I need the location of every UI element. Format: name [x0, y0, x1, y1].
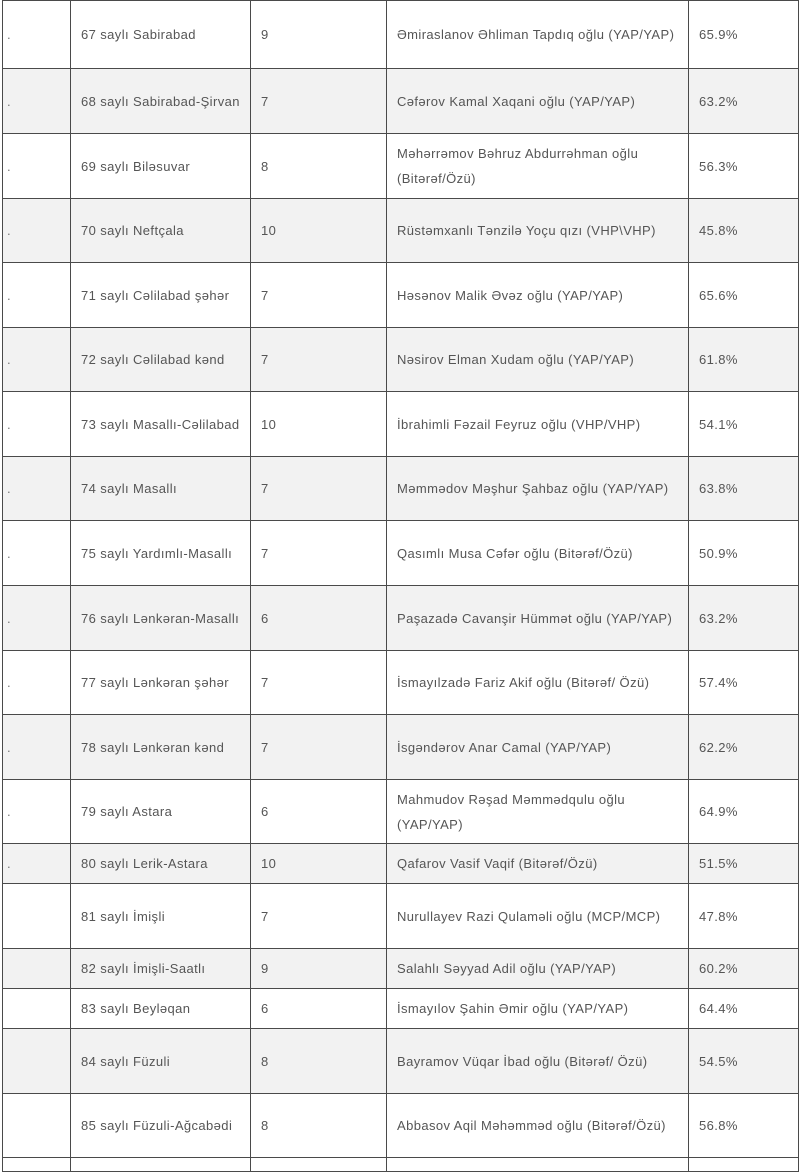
district-cell: 83 saylı Beyləqan: [71, 989, 251, 1029]
vote-percent-cell: 64.9%: [689, 780, 799, 844]
results-table-body: [3, 1, 799, 1172]
table-row: [3, 69, 799, 134]
candidate-count-cell: 9: [251, 949, 387, 989]
candidate-count-cell: 7: [251, 521, 387, 586]
winner-cell: Mahmudov Rəşad Məmmədqulu oğlu (YAP/YAP): [387, 780, 689, 844]
candidate-count-cell: 10: [251, 844, 387, 884]
row-number-cell: .: [3, 586, 71, 651]
vote-percent-cell: 47.8%: [689, 884, 799, 949]
candidate-count-cell: 7: [251, 651, 387, 715]
row-number-cell: .: [3, 199, 71, 263]
district-cell: 70 saylı Neftçala: [71, 199, 251, 263]
table-row: [3, 844, 799, 884]
winner-cell: Bayramov Vüqar İbad oğlu (Bitərəf/ Özü): [387, 1029, 689, 1094]
table-row: [3, 884, 799, 949]
row-number-cell: .: [3, 651, 71, 715]
table-row: [3, 715, 799, 780]
district-cell: 81 saylı İmişli: [71, 884, 251, 949]
table-row: [3, 263, 799, 328]
vote-percent-cell: 56.3%: [689, 134, 799, 199]
district-cell: 69 saylı Biləsuvar: [71, 134, 251, 199]
district-cell: 74 saylı Masallı: [71, 457, 251, 521]
winner-cell: Cəfərov Kamal Xaqani oğlu (YAP/YAP): [387, 69, 689, 134]
vote-percent-cell: 63.8%: [689, 457, 799, 521]
winner-cell: İbrahimli Fəzail Feyruz oğlu (VHP/VHP): [387, 392, 689, 457]
winner-cell: Məmmədov Məşhur Şahbaz oğlu (YAP/YAP): [387, 457, 689, 521]
row-number-cell: .: [3, 715, 71, 780]
winner-cell: Həsənov Malik Əvəz oğlu (YAP/YAP): [387, 263, 689, 328]
winner-cell: Qafarov Vasif Vaqif (Bitərəf/Özü): [387, 844, 689, 884]
candidate-count-cell: 6: [251, 989, 387, 1029]
district-cell: 75 saylı Yardımlı-Masallı: [71, 521, 251, 586]
table-row: [3, 1094, 799, 1158]
row-number-cell: .: [3, 521, 71, 586]
winner-cell: Nəsirov Elman Xudam oğlu (YAP/YAP): [387, 328, 689, 392]
candidate-count-cell: 7: [251, 69, 387, 134]
vote-percent-cell: 65.6%: [689, 263, 799, 328]
row-number-cell: [3, 1029, 71, 1094]
winner-cell: Məhərrəmov Bəhruz Abdurrəhman oğlu (Bitərəf/Özü): [387, 134, 689, 199]
vote-percent-cell: 63.2%: [689, 586, 799, 651]
table-row: [3, 521, 799, 586]
vote-percent-cell: 54.5%: [689, 1029, 799, 1094]
table-row: [3, 1029, 799, 1094]
table-row: [3, 949, 799, 989]
district-cell: 68 saylı Sabirabad-Şirvan: [71, 69, 251, 134]
district-cell: 78 saylı Lənkəran kənd: [71, 715, 251, 780]
candidate-count-cell: 6: [251, 780, 387, 844]
row-number-cell: .: [3, 844, 71, 884]
candidate-count-cell: 8: [251, 134, 387, 199]
row-number-cell: [3, 949, 71, 989]
table-row: [3, 989, 799, 1029]
vote-percent-cell: 57.4%: [689, 651, 799, 715]
candidate-count-cell: 6: [251, 586, 387, 651]
winner-cell: Paşazadə Cavanşir Hümmət oğlu (YAP/YAP): [387, 586, 689, 651]
candidate-count-cell: 9: [251, 1, 387, 69]
table-row: [3, 780, 799, 844]
district-cell: 71 saylı Cəlilabad şəhər: [71, 263, 251, 328]
row-number-cell: [3, 884, 71, 949]
candidate-count-cell: 7: [251, 263, 387, 328]
row-number-cell: .: [3, 457, 71, 521]
table-row: [3, 651, 799, 715]
vote-percent-cell: 45.8%: [689, 199, 799, 263]
row-number-cell: .: [3, 392, 71, 457]
district-cell: 80 saylı Lerik-Astara: [71, 844, 251, 884]
candidate-count-cell: 7: [251, 328, 387, 392]
election-results-table: [2, 0, 799, 1172]
vote-percent-cell: 56.8%: [689, 1094, 799, 1158]
winner-cell: Rüstəmxanlı Tənzilə Yoçu qızı (VHP\VHP): [387, 199, 689, 263]
table-row: [3, 1, 799, 69]
vote-percent-cell: 62.2%: [689, 715, 799, 780]
candidate-count-cell: 7: [251, 884, 387, 949]
row-number-cell: .: [3, 1, 71, 69]
district-cell: 85 saylı Füzuli-Ağcabədi: [71, 1094, 251, 1158]
vote-percent-cell: 63.2%: [689, 69, 799, 134]
winner-cell: Salahlı Səyyad Adil oğlu (YAP/YAP): [387, 949, 689, 989]
table-row: [3, 199, 799, 263]
vote-percent-cell: 51.5%: [689, 844, 799, 884]
district-cell: 84 saylı Füzuli: [71, 1029, 251, 1094]
district-cell: 82 saylı İmişli-Saatlı: [71, 949, 251, 989]
winner-cell: Abbasov Aqil Məhəmməd oğlu (Bitərəf/Özü): [387, 1094, 689, 1158]
row-number-cell: .: [3, 328, 71, 392]
vote-percent-cell: 64.4%: [689, 989, 799, 1029]
vote-percent-cell: 65.9%: [689, 1, 799, 69]
table-row: [3, 392, 799, 457]
winner-cell: İsmayılov Şahin Əmir oğlu (YAP/YAP): [387, 989, 689, 1029]
winner-cell: Qasımlı Musa Cəfər oğlu (Bitərəf/Özü): [387, 521, 689, 586]
vote-percent-cell: 50.9%: [689, 521, 799, 586]
candidate-count-cell: 8: [251, 1094, 387, 1158]
row-number-cell: .: [3, 134, 71, 199]
vote-percent-cell: 61.8%: [689, 328, 799, 392]
candidate-count-cell: 10: [251, 392, 387, 457]
row-number-cell: .: [3, 69, 71, 134]
table-row: [3, 586, 799, 651]
row-number-cell: [3, 989, 71, 1029]
candidate-count-cell: 10: [251, 199, 387, 263]
row-number-cell: .: [3, 263, 71, 328]
winner-cell: Nurullayev Razi Qulaməli oğlu (MCP/MCP): [387, 884, 689, 949]
winner-cell: Əmiraslanov Əhliman Tapdıq oğlu (YAP/YAP): [387, 1, 689, 69]
table-row: [3, 328, 799, 392]
district-cell: 77 saylı Lənkəran şəhər: [71, 651, 251, 715]
district-cell: 67 saylı Sabirabad: [71, 1, 251, 69]
winner-cell: İsgəndərov Anar Camal (YAP/YAP): [387, 715, 689, 780]
winner-cell: İsmayılzadə Fariz Akif oğlu (Bitərəf/ Özü): [387, 651, 689, 715]
district-cell: 72 saylı Cəlilabad kənd: [71, 328, 251, 392]
vote-percent-cell: 54.1%: [689, 392, 799, 457]
candidate-count-cell: 8: [251, 1029, 387, 1094]
table-row: [3, 134, 799, 199]
table-row: [3, 457, 799, 521]
district-cell: 79 saylı Astara: [71, 780, 251, 844]
row-number-cell: .: [3, 780, 71, 844]
candidate-count-cell: 7: [251, 457, 387, 521]
vote-percent-cell: 60.2%: [689, 949, 799, 989]
row-number-cell: [3, 1094, 71, 1158]
candidate-count-cell: 7: [251, 715, 387, 780]
district-cell: 76 saylı Lənkəran-Masallı: [71, 586, 251, 651]
district-cell: 73 saylı Masallı-Cəlilabad: [71, 392, 251, 457]
